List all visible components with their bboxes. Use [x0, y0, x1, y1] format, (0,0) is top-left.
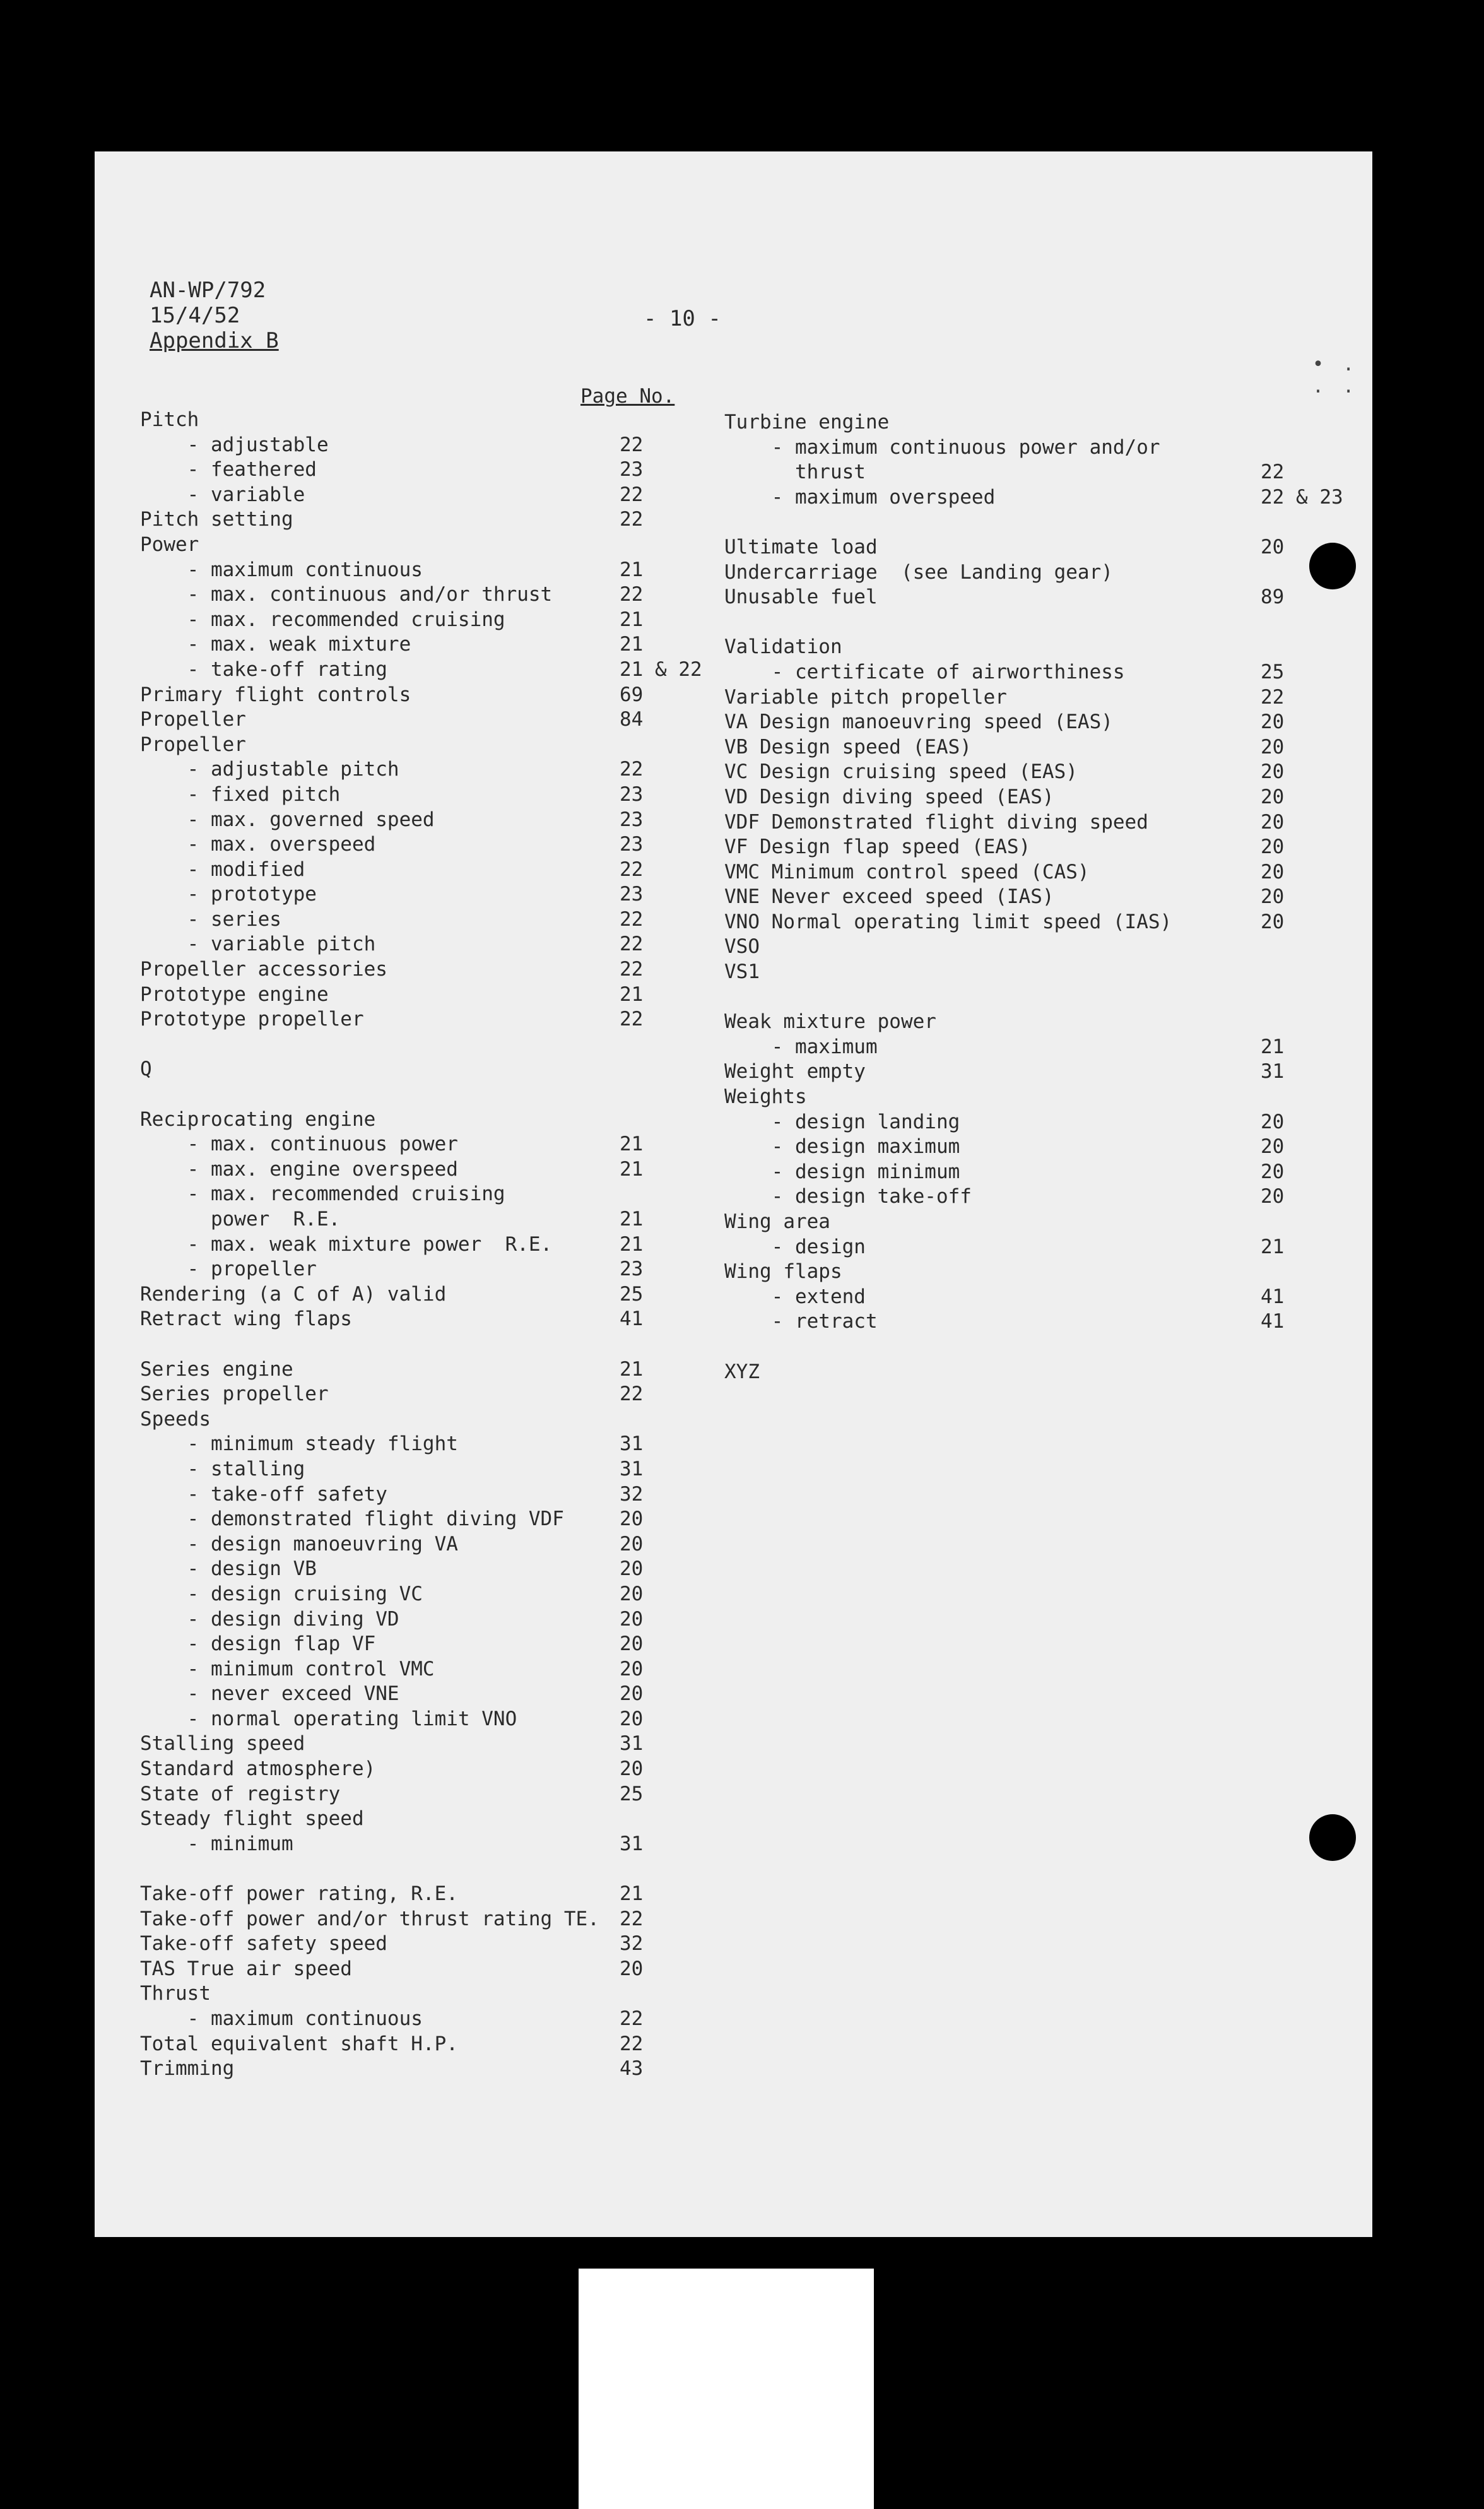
index-entry-text: Primary flight controls [140, 683, 411, 706]
index-entry-text: Propeller [140, 733, 246, 756]
index-entry [724, 1335, 1330, 1360]
index-entry-page: 25 [620, 1782, 644, 1805]
pencil-marks: • . . . [1312, 353, 1358, 398]
index-entry-page: 22 [620, 1383, 644, 1406]
index-entry-text: - design take-off [724, 1185, 972, 1208]
index-entry-text: - adjustable [140, 433, 329, 456]
index-entry-text: Undercarriage (see Landing gear) [724, 560, 1113, 584]
index-entry-text: Wing flaps [724, 1260, 842, 1284]
index-entry-page: 20 [620, 1607, 644, 1631]
index-entry-page: 20 [620, 1682, 644, 1706]
index-entry [724, 760, 1330, 785]
index-entry [724, 1235, 1330, 1260]
index-entry-text: - design VB [140, 1557, 317, 1581]
index-entry-page: 32 [620, 1932, 644, 1956]
index-entry-text: - design minimum [724, 1160, 960, 1183]
index-entry [724, 735, 1330, 760]
index-entry [140, 582, 746, 608]
index-entry-text: Prototype engine [140, 983, 329, 1006]
index-entry [140, 1482, 746, 1508]
index-entry-text: - max. weak mixture [140, 633, 411, 656]
index-entry [140, 1307, 746, 1332]
index-entry-page: 20 [620, 1757, 644, 1781]
index-entry-text: - minimum [140, 1832, 293, 1855]
index-entry-text: Standard atmosphere) [140, 1757, 376, 1781]
index-entry-page: 22 [620, 508, 644, 531]
index-entry-text: - never exceed VNE [140, 1682, 399, 1706]
index-entry-text: Weight empty [724, 1060, 866, 1083]
document-reference [150, 278, 279, 353]
index-entry-text: - design flap VF [140, 1632, 376, 1656]
index-entry [140, 608, 746, 633]
index-entry-page: 31 [620, 1832, 644, 1855]
index-entry-text: Retract wing flaps [140, 1308, 352, 1331]
index-entry [724, 1035, 1330, 1060]
index-entry-text: - series [140, 907, 281, 931]
index-entry-page: 21 [620, 1882, 644, 1906]
index-entry [140, 1632, 746, 1657]
index-entry-page: 21 [620, 1208, 644, 1231]
index-entry-text: VC Design cruising speed (EAS) [724, 760, 1078, 784]
index-entry [140, 533, 746, 558]
index-entry-text: - max. weak mixture power R.E. [140, 1232, 553, 1256]
index-entry-page: 20 [1261, 1185, 1285, 1208]
index-entry-text: - max. continuous power [140, 1133, 458, 1156]
index-entry [140, 1257, 746, 1282]
index-entry-text: - minimum control VMC [140, 1657, 435, 1680]
index-entry [724, 485, 1343, 511]
index-entry-page: 22 [620, 2007, 644, 2030]
index-entry [724, 1010, 1330, 1035]
index-entry-page: 20 [1261, 711, 1285, 734]
index-entry [140, 507, 746, 533]
index-entry-page: 20 [620, 1582, 644, 1605]
index-entry-text: - max. recommended cruising [140, 1183, 505, 1206]
index-entry-page: 20 [1261, 835, 1285, 859]
index-entry [140, 558, 746, 583]
index-entry-text: Take-off power and/or thrust rating TE. [140, 1907, 599, 1930]
index-entry-page: 23 [620, 458, 644, 481]
index-entry-text: VNE Never exceed speed (IAS) [724, 885, 1054, 909]
index-entry-page: 20 [620, 1557, 644, 1581]
index-entry-text: Trimming [140, 2057, 235, 2081]
index-entry-text: Turbine engine [724, 411, 890, 434]
index-entry-page: 20 [620, 1508, 644, 1531]
index-entry-page: 20 [1261, 535, 1285, 558]
index-entry [140, 433, 746, 458]
index-entry-text: - retract [724, 1310, 878, 1333]
index-entry [724, 710, 1330, 735]
index-entry-text: - variable pitch [140, 933, 376, 956]
index-entry-text: - max. overspeed [140, 833, 376, 856]
index-entry-text: thrust [724, 461, 866, 484]
index-entry-page: 20 [1261, 1135, 1285, 1159]
index-entry-page: 21 [620, 558, 644, 581]
index-entry-page: 89 [1261, 586, 1285, 609]
index-entry-page: 20 [1261, 785, 1285, 808]
index-entry-page: 25 [620, 1282, 644, 1306]
index-entry-page: 23 [620, 833, 644, 856]
index-entry [140, 1332, 746, 1357]
index-entry-text: - max. continuous and/or thrust [140, 583, 553, 606]
index-entry-text: - extend [724, 1285, 866, 1308]
index-entry [140, 782, 746, 808]
index-entry [724, 1184, 1330, 1210]
index-entry [140, 1457, 746, 1482]
index-entry-page: 21 [1261, 1035, 1285, 1058]
page-number: - 10 - [644, 306, 721, 331]
index-entry [724, 1160, 1330, 1185]
index-entry-page: 22 [620, 1008, 644, 1031]
index-entry [140, 1807, 746, 1832]
index-entry [724, 1110, 1330, 1135]
index-entry-text: Take-off power rating, R.E. [140, 1882, 458, 1906]
index-entry-text: - stalling [140, 1457, 305, 1480]
index-entry [724, 1085, 1330, 1110]
index-entry-text: Steady flight speed [140, 1807, 364, 1831]
index-entry-text: Pitch setting [140, 508, 293, 531]
index-entry-text: - maximum overspeed [724, 485, 996, 509]
index-entry-page: 84 [620, 708, 644, 731]
index-entry-page: 22 [620, 907, 644, 931]
index-entry [140, 483, 746, 508]
index-entry [140, 1932, 746, 1957]
index-entry [140, 683, 746, 708]
document-page [95, 151, 1372, 2237]
index-entry [140, 1032, 746, 1058]
index-entry [140, 1582, 746, 1607]
index-entry [140, 707, 746, 733]
index-entry-page: 20 [1261, 885, 1285, 909]
index-entry-text: Propeller accessories [140, 958, 387, 981]
index-entry [140, 858, 746, 883]
index-entry-page: 31 [1261, 1060, 1285, 1083]
index-entry [724, 935, 1330, 960]
index-entry-page: 22 [620, 758, 644, 781]
index-entry-page: 22 [620, 1907, 644, 1930]
index-entry-text: - maximum continuous [140, 558, 423, 581]
index-entry [140, 1682, 746, 1707]
index-entry [140, 1182, 746, 1207]
index-entry [140, 2007, 746, 2032]
index-entry [140, 1232, 746, 1258]
index-entry-page: 20 [1261, 910, 1285, 933]
index-entry [724, 635, 1330, 660]
index-entry-page: 20 [620, 1657, 644, 1680]
index-entry-text: - design cruising VC [140, 1582, 423, 1605]
index-entry [724, 835, 1330, 860]
index-entry-page: 41 [620, 1308, 644, 1331]
index-entry-text: Unusable fuel [724, 586, 878, 609]
index-entry-text: Variable pitch propeller [724, 685, 1007, 709]
index-entry [140, 1082, 746, 1107]
index-entry-text: - design diving VD [140, 1607, 399, 1631]
index-entry [140, 1157, 746, 1183]
index-entry [140, 1882, 746, 1907]
index-entry [140, 1757, 746, 1782]
index-entry [140, 1607, 746, 1632]
index-entry [724, 1210, 1330, 1235]
index-entry [724, 510, 1330, 535]
index-entry-page: 22 [620, 433, 644, 456]
page-no-heading: Page No. [580, 385, 675, 408]
index-entry-text: - minimum steady flight [140, 1432, 458, 1456]
index-entry-text: - feathered [140, 458, 317, 481]
index-entry [140, 1432, 746, 1457]
index-entry-page: 41 [1261, 1310, 1285, 1333]
index-entry [724, 910, 1330, 935]
index-entry [140, 808, 746, 833]
index-entry-page: 31 [620, 1732, 644, 1756]
index-entry-page: 23 [620, 883, 644, 906]
index-entry-text: - fixed pitch [140, 782, 341, 806]
index-entry [724, 435, 1330, 461]
index-entry-text: VF Design flap speed (EAS) [724, 835, 1031, 859]
index-entry-page: 21 [620, 1232, 644, 1256]
index-entry [724, 660, 1330, 685]
index-entry-text: - modified [140, 858, 305, 881]
index-entry-text: Total equivalent shaft H.P. [140, 2032, 458, 2055]
index-entry-page: 20 [1261, 760, 1285, 784]
index-entry-page: 20 [620, 1532, 644, 1556]
index-entry-text: Series propeller [140, 1383, 329, 1406]
index-entry-page: 23 [620, 808, 644, 831]
index-entry-page: 21 & 22 [620, 658, 702, 681]
index-entry [724, 985, 1330, 1010]
index-entry-text: Validation [724, 635, 842, 659]
index-entry-text: Rendering (a C of A) valid [140, 1282, 447, 1306]
index-entry-page: 20 [620, 1632, 644, 1656]
index-entry-text: State of registry [140, 1782, 341, 1805]
index-entry-page: 20 [1261, 1110, 1285, 1133]
index-entry [724, 685, 1330, 711]
index-entry [724, 960, 1330, 985]
index-entry-page: 31 [620, 1457, 644, 1480]
index-entry-page: 22 [620, 933, 644, 956]
index-entry-text: VNO Normal operating limit speed (IAS) [724, 910, 1172, 933]
index-entry [724, 585, 1330, 610]
index-entry-page: 20 [1261, 735, 1285, 759]
index-entry-text: Thrust [140, 1982, 211, 2005]
index-entry-text: Propeller [140, 708, 246, 731]
index-entry-text: Pitch [140, 408, 199, 431]
index-entry-text: VSO [724, 935, 760, 959]
index-entry-page: 20 [1261, 810, 1285, 834]
index-entry [140, 1507, 746, 1532]
index-entry-page: 22 [620, 583, 644, 606]
index-entry [140, 1832, 746, 1857]
index-entry [140, 1207, 746, 1232]
index-entry [140, 2032, 746, 2057]
index-entry-page: 22 [1261, 461, 1285, 484]
torn-corner [1451, 2354, 1467, 2388]
index-entry-page: 22 & 23 [1261, 485, 1343, 509]
index-entry-page: 22 [1261, 685, 1285, 709]
index-entry [140, 1732, 746, 1757]
index-entry [724, 460, 1330, 485]
blank-label-area [579, 2269, 874, 2509]
index-entry-text: VMC Minimum control speed (CAS) [724, 860, 1090, 883]
index-entry-page: 20 [1261, 860, 1285, 883]
index-entry-page: 23 [620, 782, 644, 806]
index-entry [140, 1357, 746, 1383]
index-entry-page: 22 [620, 2032, 644, 2055]
index-entry-page: 23 [620, 1258, 644, 1281]
index-entry [140, 907, 746, 933]
index-entry-text: - demonstrated flight diving VDF [140, 1508, 564, 1531]
index-entry-page: 31 [620, 1432, 644, 1456]
index-entry [140, 757, 746, 782]
index-entry [140, 1907, 746, 1932]
index-entry-text: - variable [140, 483, 305, 506]
index-entry-text: XYZ [724, 1360, 760, 1383]
index-entry-text: Q [140, 1058, 152, 1081]
index-entry-text: - take-off safety [140, 1482, 387, 1506]
index-entry [724, 785, 1330, 810]
punch-hole-bottom [1309, 1814, 1356, 1861]
index-entry [140, 832, 746, 858]
index-entry-text: VB Design speed (EAS) [724, 735, 972, 759]
index-entry [140, 1981, 746, 2007]
index-entry-text: - design maximum [724, 1135, 960, 1159]
index-entry-page: 22 [620, 483, 644, 506]
index-entry-text: Weak mixture power [724, 1010, 936, 1034]
index-entry [140, 932, 746, 957]
index-entry-text: - max. governed speed [140, 808, 435, 831]
index-entry-page: 22 [620, 958, 644, 981]
index-entry [724, 1135, 1330, 1160]
index-entry [140, 1857, 746, 1882]
index-entry-text: - maximum continuous power and/or [724, 435, 1160, 459]
index-entry [140, 658, 746, 683]
reference-number: AN-WP/792 [150, 278, 266, 303]
index-column-right [724, 410, 1343, 1384]
index-entry [140, 1282, 746, 1308]
index-entry-page: 20 [620, 1707, 644, 1730]
index-entry-text: - maximum [724, 1035, 878, 1058]
index-entry-page: 69 [620, 683, 644, 706]
index-entry-text: Ultimate load [724, 535, 878, 558]
index-entry-page: 21 [620, 1133, 644, 1156]
index-entry-page: 22 [620, 858, 644, 881]
index-entry-text: - design landing [724, 1110, 960, 1133]
index-entry [724, 535, 1330, 560]
index-entry [724, 885, 1330, 910]
index-entry [724, 1309, 1330, 1335]
index-entry-page: 32 [620, 1482, 644, 1506]
index-entry [724, 560, 1330, 586]
index-entry-text: Stalling speed [140, 1732, 305, 1756]
index-entry-text: Series engine [140, 1357, 293, 1381]
reference-date: 15/4/52 [150, 303, 240, 328]
index-entry-text: - prototype [140, 883, 317, 906]
index-entry [140, 957, 746, 983]
index-entry-text: - max. recommended cruising [140, 608, 505, 631]
index-entry [140, 1532, 746, 1557]
index-entry-text: Wing area [724, 1210, 830, 1233]
index-column-left [140, 408, 746, 2082]
index-entry-page: 21 [620, 608, 644, 631]
index-entry-page: 21 [1261, 1235, 1285, 1258]
index-entry [724, 610, 1330, 635]
index-entry [140, 1782, 746, 1807]
index-entry [724, 860, 1330, 885]
index-entry-text: VD Design diving speed (EAS) [724, 785, 1054, 808]
index-entry-text: VS1 [724, 960, 760, 984]
index-entry [724, 1285, 1330, 1310]
index-entry-text: Power [140, 533, 199, 556]
index-entry [140, 632, 746, 658]
index-entry [724, 1260, 1330, 1285]
index-entry-page: 20 [1261, 1160, 1285, 1183]
index-entry-text: - normal operating limit VNO [140, 1707, 517, 1730]
index-entry-text: power R.E. [140, 1208, 341, 1231]
index-entry-page: 21 [620, 1157, 644, 1181]
index-entry [140, 1382, 746, 1407]
index-entry-page: 20 [620, 1957, 644, 1980]
index-entry [140, 1557, 746, 1582]
appendix-label: Appendix B [150, 328, 279, 353]
index-entry [724, 810, 1330, 835]
index-entry [140, 1657, 746, 1682]
index-entry [140, 1957, 746, 1982]
index-entry-text: Reciprocating engine [140, 1107, 376, 1131]
index-entry-text: - max. engine overspeed [140, 1157, 458, 1181]
index-entry [724, 1360, 1330, 1385]
index-entry [140, 983, 746, 1008]
index-entry-page: 25 [1261, 660, 1285, 683]
index-entry [724, 410, 1330, 435]
index-entry-page: 41 [1261, 1285, 1285, 1308]
index-entry-text: TAS True air speed [140, 1957, 352, 1980]
index-entry-text: - certificate of airworthiness [724, 660, 1125, 683]
index-entry-text: - design manoeuvring VA [140, 1532, 458, 1556]
index-entry [140, 882, 746, 907]
index-entry-text: - adjustable pitch [140, 758, 399, 781]
index-entry [140, 1057, 746, 1082]
index-entry [140, 1707, 746, 1732]
index-entry [140, 1107, 746, 1133]
index-entry-text: - take-off rating [140, 658, 387, 681]
index-entry-text: - design [724, 1235, 866, 1258]
index-entry-text: VA Design manoeuvring speed (EAS) [724, 711, 1113, 734]
index-entry-text: Weights [724, 1085, 807, 1109]
index-entry-text: - maximum continuous [140, 2007, 423, 2030]
index-entry [140, 2057, 746, 2082]
index-entry [140, 1407, 746, 1432]
index-entry [724, 1060, 1330, 1085]
index-entry-text: Prototype propeller [140, 1008, 364, 1031]
index-entry-text: VDF Demonstrated flight diving speed [724, 810, 1148, 834]
index-entry-text: Take-off safety speed [140, 1932, 387, 1956]
index-entry-text: Speeds [140, 1407, 211, 1431]
index-entry-page: 21 [620, 1357, 644, 1381]
index-entry-page: 21 [620, 983, 644, 1006]
index-entry-page: 21 [620, 633, 644, 656]
index-entry [140, 458, 746, 483]
index-entry [140, 1132, 746, 1157]
index-entry [140, 1007, 746, 1032]
index-entry [140, 408, 746, 433]
index-entry-text: - propeller [140, 1258, 317, 1281]
index-entry-page: 43 [620, 2057, 644, 2081]
index-entry [140, 733, 746, 758]
